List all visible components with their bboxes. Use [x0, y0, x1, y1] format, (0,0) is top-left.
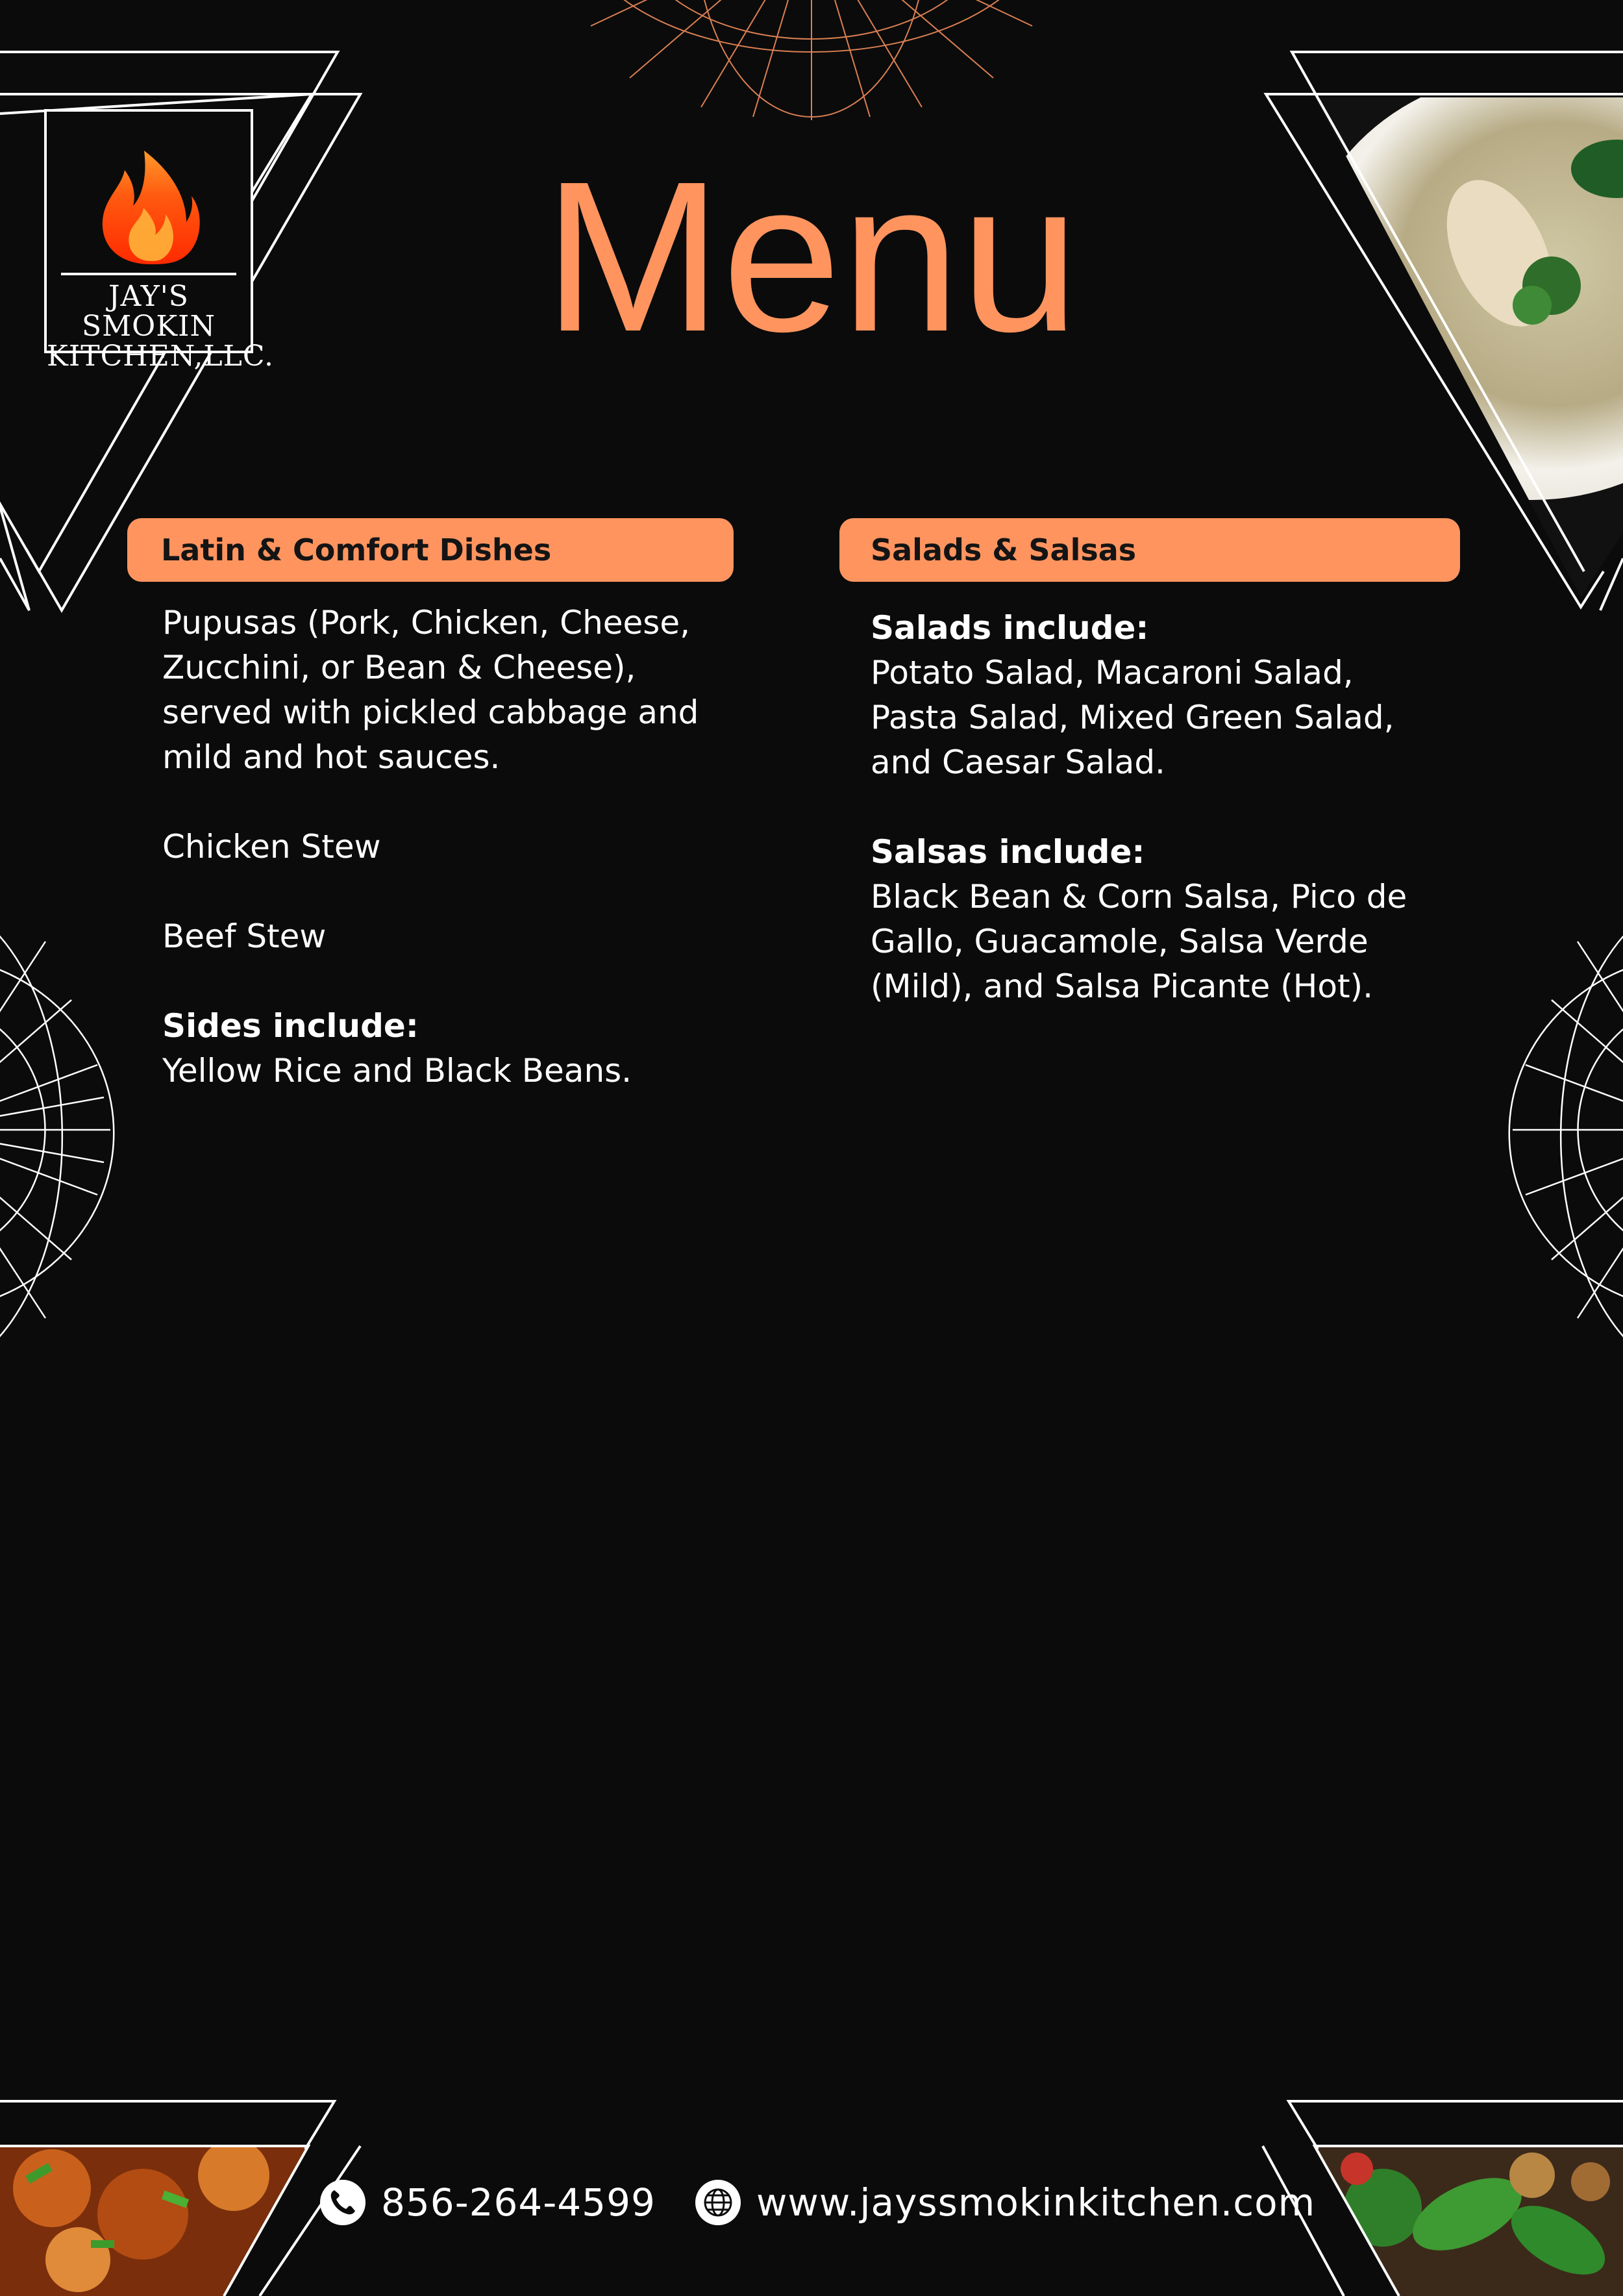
salsas-text: Black Bean & Corn Salsa, Pico de Gallo, Guacamole, Salsa Verde (Mild), and Salsa Picante (Hot). — [871, 878, 1407, 1005]
footer-website[interactable] — [695, 2177, 1315, 2228]
website-url: www.jayssmokinkitchen.com — [756, 2180, 1316, 2225]
phone-icon — [320, 2180, 365, 2225]
page-title: Menu — [543, 136, 1080, 376]
globe-icon — [695, 2180, 741, 2225]
phone-number: 856-264-4599 — [381, 2180, 656, 2225]
left-fan-ornament — [0, 896, 130, 1416]
salads-text: Potato Salad, Macaroni Salad, Pasta Salad, Mixed Green Salad, and Caesar Salad. — [871, 654, 1394, 781]
right-fan-ornament — [1506, 896, 1623, 1416]
menu-item-beef-stew: Beef Stew — [162, 917, 327, 955]
menu-item-chicken-stew: Chicken Stew — [162, 828, 381, 866]
right-column — [871, 606, 1455, 1009]
sides-text: Yellow Rice and Black Beans. — [162, 1052, 632, 1090]
section-heading-latin-comfort: Latin & Comfort Dishes — [127, 518, 734, 582]
salsas-label: Salsas include: — [871, 833, 1145, 871]
menu-item-pupusas: Pupusas (Pork, Chicken, Cheese, Zucchini, or Bean & Cheese), served with pickled cabbage and mild and hot sauces. — [162, 604, 699, 776]
sides-label: Sides include: — [162, 1007, 419, 1045]
footer-phone[interactable] — [320, 2177, 656, 2228]
salads-label: Salads include: — [871, 609, 1149, 647]
logo-line-1: JAY'S SMOKIN — [81, 280, 216, 343]
top-fan-ornament — [552, 0, 1071, 130]
left-column — [162, 601, 747, 1093]
section-heading-salads-salsas: Salads & Salsas — [839, 518, 1460, 582]
logo-line-2: KITCHEN,LLC. — [47, 340, 274, 373]
